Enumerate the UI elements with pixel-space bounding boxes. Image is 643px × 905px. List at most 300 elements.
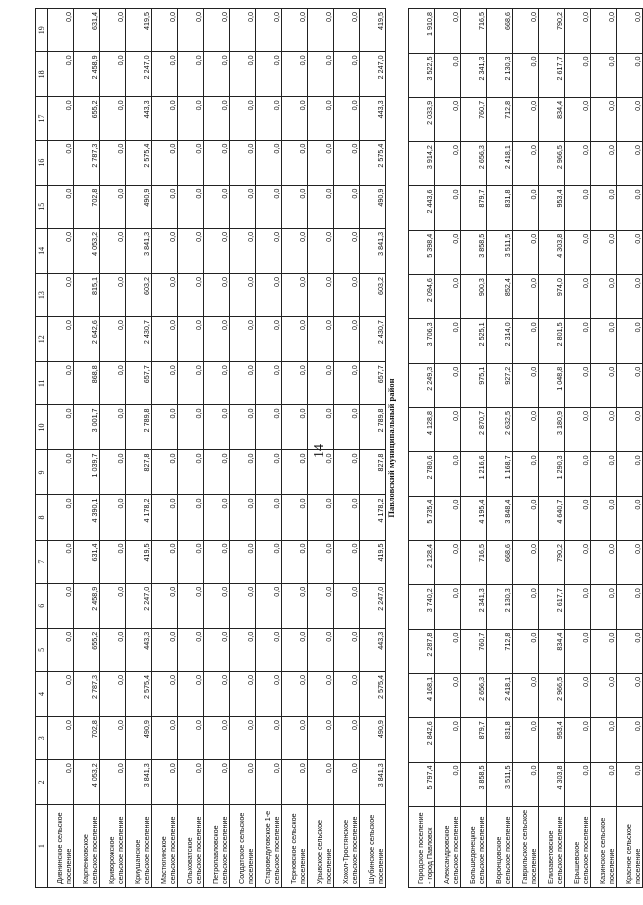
table-row — [591, 9, 617, 888]
value-cell: 2 247,0 — [126, 583, 152, 628]
value-cell: 0,0 — [513, 496, 539, 540]
value-cell: 0,0 — [617, 230, 643, 274]
value-cell: 2 247,0 — [360, 52, 386, 97]
value-cell: 2 247,0 — [360, 583, 386, 628]
value-cell: 0,0 — [100, 672, 126, 717]
value-cell: 0,0 — [617, 629, 643, 673]
settlement-name: Ольховатское сельское поселение — [178, 805, 204, 888]
value-cell: 0,0 — [282, 405, 308, 450]
value-cell: 0,0 — [100, 495, 126, 540]
value-cell: 0,0 — [204, 273, 230, 316]
value-cell: 0,0 — [565, 53, 591, 97]
value-cell: 0,0 — [334, 583, 360, 628]
value-cell: 716,5 — [461, 540, 487, 584]
value-cell: 0,0 — [152, 540, 178, 583]
value-cell: 0,0 — [513, 319, 539, 363]
value-cell: 0,0 — [591, 408, 617, 452]
value-cell: 0,0 — [513, 186, 539, 230]
value-cell: 4 303,8 — [539, 762, 565, 806]
value-cell: 0,0 — [308, 628, 334, 671]
table-row — [487, 9, 513, 888]
value-cell: 0,0 — [591, 9, 617, 54]
column-header: 3 — [36, 717, 48, 760]
value-cell: 0,0 — [334, 405, 360, 450]
value-cell: 0,0 — [48, 185, 74, 228]
value-cell: 0,0 — [152, 273, 178, 316]
value-cell: 0,0 — [100, 97, 126, 140]
column-header: 10 — [36, 405, 48, 450]
table-row — [126, 9, 152, 888]
value-cell: 3 848,4 — [487, 496, 513, 540]
value-cell: 0,0 — [282, 52, 308, 97]
value-cell: 815,1 — [74, 273, 100, 316]
value-cell: 975,1 — [461, 363, 487, 407]
value-cell: 0,0 — [204, 583, 230, 628]
value-cell: 0,0 — [435, 452, 461, 496]
column-header: 17 — [36, 97, 48, 140]
district-title: Павловский муниципальный район — [386, 378, 396, 518]
value-cell: 0,0 — [513, 408, 539, 452]
value-cell: 419,5 — [360, 9, 386, 52]
value-cell: 0,0 — [565, 585, 591, 629]
value-cell: 0,0 — [435, 275, 461, 319]
value-cell: 2 525,1 — [461, 319, 487, 363]
value-cell: 0,0 — [152, 672, 178, 717]
table-row — [152, 9, 178, 888]
value-cell: 0,0 — [282, 140, 308, 185]
value-cell: 0,0 — [178, 273, 204, 316]
value-cell: 0,0 — [152, 9, 178, 52]
column-header: 14 — [36, 228, 48, 273]
value-cell: 0,0 — [308, 273, 334, 316]
value-cell: 0,0 — [178, 760, 204, 805]
value-cell: 0,0 — [435, 496, 461, 540]
value-cell: 443,3 — [360, 628, 386, 671]
value-cell: 0,0 — [48, 228, 74, 273]
settlement-name: Воронцовское сельское поселение — [487, 806, 513, 887]
value-cell: 0,0 — [334, 185, 360, 228]
value-cell: 2 094,6 — [409, 275, 435, 319]
value-cell: 0,0 — [100, 185, 126, 228]
value-cell: 879,7 — [461, 718, 487, 762]
value-cell: 0,0 — [256, 97, 282, 140]
value-cell: 0,0 — [308, 405, 334, 450]
value-cell: 1 168,7 — [487, 452, 513, 496]
value-cell: 0,0 — [308, 228, 334, 273]
value-cell: 0,0 — [308, 9, 334, 52]
value-cell: 0,0 — [591, 673, 617, 717]
rotated-content — [35, 8, 642, 888]
value-cell: 0,0 — [565, 408, 591, 452]
value-cell: 0,0 — [100, 317, 126, 362]
settlement-name: Карпенковское сельское поселение — [74, 805, 100, 888]
value-cell: 2 033,9 — [409, 97, 435, 141]
value-cell: 0,0 — [152, 97, 178, 140]
value-cell: 5 398,4 — [409, 230, 435, 274]
value-cell: 0,0 — [513, 629, 539, 673]
value-cell: 0,0 — [204, 97, 230, 140]
value-cell: 0,0 — [282, 273, 308, 316]
value-cell: 631,4 — [74, 9, 100, 52]
column-header-row — [36, 9, 48, 888]
value-cell: 0,0 — [435, 673, 461, 717]
table-row — [74, 9, 100, 888]
value-cell: 0,0 — [435, 762, 461, 806]
value-cell: 0,0 — [230, 362, 256, 405]
value-cell: 0,0 — [617, 673, 643, 717]
settlement-name: Урывское сельское поселение — [308, 805, 334, 888]
value-cell: 3 511,5 — [487, 230, 513, 274]
value-cell: 631,4 — [74, 540, 100, 583]
value-cell: 0,0 — [513, 673, 539, 717]
value-cell: 0,0 — [565, 718, 591, 762]
value-cell: 603,2 — [360, 273, 386, 316]
value-cell: 2 870,7 — [461, 408, 487, 452]
value-cell: 0,0 — [334, 140, 360, 185]
value-cell: 0,0 — [591, 97, 617, 141]
value-cell: 0,0 — [152, 140, 178, 185]
settlement-name: Криворожское сельское поселение — [100, 805, 126, 888]
value-cell: 0,0 — [282, 628, 308, 671]
value-cell: 0,0 — [152, 628, 178, 671]
value-cell: 0,0 — [513, 9, 539, 54]
value-cell: 655,2 — [74, 97, 100, 140]
value-cell: 702,8 — [74, 185, 100, 228]
value-cell: 0,0 — [230, 140, 256, 185]
value-cell: 0,0 — [178, 228, 204, 273]
value-cell: 0,0 — [256, 273, 282, 316]
value-cell: 0,0 — [48, 362, 74, 405]
value-cell: 0,0 — [178, 185, 204, 228]
value-cell: 3 180,9 — [539, 408, 565, 452]
value-cell: 1 216,6 — [461, 452, 487, 496]
value-cell: 655,2 — [74, 628, 100, 671]
value-cell: 0,0 — [591, 275, 617, 319]
settlements-table-top — [35, 8, 386, 888]
value-cell: 4 053,2 — [74, 228, 100, 273]
value-cell: 0,0 — [48, 317, 74, 362]
value-cell: 0,0 — [48, 717, 74, 760]
value-cell: 0,0 — [152, 228, 178, 273]
value-cell: 4 640,7 — [539, 496, 565, 540]
settlement-name: Криушанское сельское поселение — [126, 805, 152, 888]
value-cell: 0,0 — [256, 317, 282, 362]
value-cell: 3 841,3 — [126, 228, 152, 273]
value-cell: 0,0 — [308, 450, 334, 495]
value-cell: 0,0 — [334, 540, 360, 583]
value-cell: 1 039,7 — [74, 450, 100, 495]
settlement-name: Гаврильское сельское поселение — [513, 806, 539, 887]
value-cell: 0,0 — [308, 540, 334, 583]
value-cell: 0,0 — [435, 408, 461, 452]
value-cell: 0,0 — [282, 185, 308, 228]
value-cell: 3 841,3 — [360, 760, 386, 805]
value-cell: 2 642,6 — [74, 317, 100, 362]
value-cell: 790,2 — [539, 9, 565, 54]
value-cell: 0,0 — [204, 495, 230, 540]
value-cell: 0,0 — [256, 760, 282, 805]
value-cell: 0,0 — [565, 540, 591, 584]
value-cell: 0,0 — [256, 52, 282, 97]
value-cell: 0,0 — [591, 363, 617, 407]
value-cell: 0,0 — [178, 52, 204, 97]
value-cell: 1 048,8 — [539, 363, 565, 407]
value-cell: 0,0 — [435, 9, 461, 54]
value-cell: 0,0 — [308, 52, 334, 97]
value-cell: 0,0 — [513, 275, 539, 319]
value-cell: 0,0 — [591, 762, 617, 806]
value-cell: 0,0 — [48, 583, 74, 628]
settlement-name: Терновское сельское поселение — [282, 805, 308, 888]
value-cell: 0,0 — [308, 717, 334, 760]
value-cell: 0,0 — [230, 317, 256, 362]
value-cell: 657,7 — [126, 362, 152, 405]
value-cell: 0,0 — [565, 97, 591, 141]
value-cell: 603,2 — [126, 273, 152, 316]
value-cell: 0,0 — [48, 450, 74, 495]
value-cell: 2 801,5 — [539, 319, 565, 363]
value-cell: 0,0 — [435, 540, 461, 584]
value-cell: 879,7 — [461, 186, 487, 230]
value-cell: 0,0 — [48, 140, 74, 185]
value-cell: 0,0 — [178, 140, 204, 185]
value-cell: 0,0 — [334, 9, 360, 52]
value-cell: 0,0 — [591, 230, 617, 274]
value-cell: 0,0 — [48, 628, 74, 671]
table-row — [100, 9, 126, 888]
table-row — [435, 9, 461, 888]
value-cell: 443,3 — [126, 628, 152, 671]
value-cell: 0,0 — [178, 717, 204, 760]
value-cell: 443,3 — [360, 97, 386, 140]
column-header: 4 — [36, 672, 48, 717]
value-cell: 0,0 — [256, 9, 282, 52]
value-cell: 0,0 — [230, 405, 256, 450]
value-cell: 0,0 — [256, 583, 282, 628]
value-cell: 0,0 — [100, 362, 126, 405]
value-cell: 4 303,8 — [539, 230, 565, 274]
value-cell: 0,0 — [256, 672, 282, 717]
value-cell: 2 130,3 — [487, 53, 513, 97]
value-cell: 0,0 — [513, 452, 539, 496]
value-cell: 0,0 — [152, 495, 178, 540]
value-cell: 657,7 — [360, 362, 386, 405]
value-cell: 0,0 — [282, 540, 308, 583]
value-cell: 3 740,2 — [409, 585, 435, 629]
value-cell: 0,0 — [282, 672, 308, 717]
value-cell: 3 858,5 — [461, 230, 487, 274]
value-cell: 0,0 — [513, 230, 539, 274]
value-cell: 0,0 — [617, 319, 643, 363]
table-row — [308, 9, 334, 888]
settlement-name: Дивнинское сельское поселение — [48, 805, 74, 888]
value-cell: 0,0 — [565, 142, 591, 186]
value-cell: 668,6 — [487, 9, 513, 54]
value-cell: 3 511,5 — [487, 762, 513, 806]
value-cell: 0,0 — [204, 717, 230, 760]
value-cell: 0,0 — [334, 97, 360, 140]
value-cell: 3 841,3 — [126, 760, 152, 805]
value-cell: 0,0 — [513, 363, 539, 407]
value-cell: 0,0 — [152, 450, 178, 495]
value-cell: 0,0 — [591, 319, 617, 363]
column-header: 5 — [36, 628, 48, 671]
value-cell: 0,0 — [591, 186, 617, 230]
value-cell: 0,0 — [178, 495, 204, 540]
value-cell: 0,0 — [230, 672, 256, 717]
value-cell: 0,0 — [591, 53, 617, 97]
value-cell: 0,0 — [513, 718, 539, 762]
value-cell: 0,0 — [334, 717, 360, 760]
value-cell: 0,0 — [617, 142, 643, 186]
value-cell: 0,0 — [282, 97, 308, 140]
value-cell: 0,0 — [308, 362, 334, 405]
value-cell: 0,0 — [204, 760, 230, 805]
value-cell: 419,5 — [126, 9, 152, 52]
value-cell: 0,0 — [178, 317, 204, 362]
value-cell: 2 656,3 — [461, 142, 487, 186]
value-cell: 868,8 — [74, 362, 100, 405]
value-cell: 2 443,6 — [409, 186, 435, 230]
value-cell: 0,0 — [230, 450, 256, 495]
value-cell: 0,0 — [334, 228, 360, 273]
value-cell: 0,0 — [256, 140, 282, 185]
table-row — [230, 9, 256, 888]
value-cell: 0,0 — [204, 672, 230, 717]
value-cell: 0,0 — [334, 273, 360, 316]
value-cell: 3 914,2 — [409, 142, 435, 186]
value-cell: 0,0 — [435, 718, 461, 762]
value-cell: 0,0 — [100, 140, 126, 185]
table-row — [48, 9, 74, 888]
value-cell: 4 390,1 — [74, 495, 100, 540]
value-cell: 0,0 — [565, 230, 591, 274]
settlement-name: Городское поселение - город Павловск — [409, 806, 435, 887]
value-cell: 900,3 — [461, 275, 487, 319]
value-cell: 0,0 — [204, 140, 230, 185]
column-header: 1 — [36, 805, 48, 888]
value-cell: 0,0 — [308, 760, 334, 805]
value-cell: 953,4 — [539, 186, 565, 230]
settlement-name: Староведуговское 1-е сельское поселение — [256, 805, 282, 888]
value-cell: 0,0 — [591, 142, 617, 186]
value-cell: 1 910,8 — [409, 9, 435, 54]
value-cell: 927,2 — [487, 363, 513, 407]
value-cell: 4 178,2 — [360, 495, 386, 540]
value-cell: 0,0 — [152, 317, 178, 362]
column-header: 18 — [36, 52, 48, 97]
value-cell: 760,7 — [461, 629, 487, 673]
value-cell: 0,0 — [591, 585, 617, 629]
value-cell: 0,0 — [204, 185, 230, 228]
value-cell: 0,0 — [617, 53, 643, 97]
value-cell: 0,0 — [617, 762, 643, 806]
column-header: 19 — [36, 9, 48, 52]
page-number: 14 — [312, 444, 327, 458]
value-cell: 0,0 — [308, 583, 334, 628]
column-header: 7 — [36, 540, 48, 583]
value-cell: 490,9 — [126, 717, 152, 760]
value-cell: 2 656,3 — [461, 673, 487, 717]
value-cell: 2 458,9 — [74, 583, 100, 628]
value-cell: 0,0 — [334, 495, 360, 540]
value-cell: 0,0 — [617, 718, 643, 762]
table-row — [204, 9, 230, 888]
settlement-name: Большедонецкое сельское поселение — [461, 806, 487, 887]
value-cell: 834,4 — [539, 629, 565, 673]
value-cell: 0,0 — [282, 760, 308, 805]
value-cell: 2 575,4 — [126, 140, 152, 185]
value-cell: 2 787,3 — [74, 140, 100, 185]
settlement-name: Хохол-Тростянское сельское поселение — [334, 805, 360, 888]
table-row — [334, 9, 360, 888]
value-cell: 0,0 — [48, 672, 74, 717]
value-cell: 712,8 — [487, 629, 513, 673]
value-cell: 0,0 — [100, 405, 126, 450]
value-cell: 2 341,3 — [461, 585, 487, 629]
value-cell: 0,0 — [513, 762, 539, 806]
value-cell: 0,0 — [435, 53, 461, 97]
value-cell: 2 314,0 — [487, 319, 513, 363]
value-cell: 0,0 — [230, 273, 256, 316]
value-cell: 0,0 — [513, 540, 539, 584]
value-cell: 0,0 — [230, 628, 256, 671]
value-cell: 0,0 — [48, 273, 74, 316]
value-cell: 0,0 — [230, 9, 256, 52]
value-cell: 0,0 — [256, 717, 282, 760]
value-cell: 490,9 — [360, 185, 386, 228]
value-cell: 0,0 — [435, 186, 461, 230]
value-cell: 0,0 — [308, 495, 334, 540]
value-cell: 0,0 — [565, 762, 591, 806]
value-cell: 852,4 — [487, 275, 513, 319]
value-cell: 0,0 — [435, 142, 461, 186]
value-cell: 0,0 — [100, 273, 126, 316]
value-cell: 0,0 — [617, 452, 643, 496]
value-cell: 0,0 — [204, 450, 230, 495]
value-cell: 0,0 — [230, 760, 256, 805]
settlement-name: Казинское сельское поселение — [591, 806, 617, 887]
value-cell: 790,2 — [539, 540, 565, 584]
value-cell: 2 789,8 — [126, 405, 152, 450]
value-cell: 2 789,8 — [360, 405, 386, 450]
settlement-name: Ерышевское сельское поселение — [565, 806, 591, 887]
settlement-name: Мастюгинское сельское поселение — [152, 805, 178, 888]
value-cell: 0,0 — [100, 540, 126, 583]
value-cell: 2 966,5 — [539, 142, 565, 186]
value-cell: 490,9 — [360, 717, 386, 760]
column-header: 16 — [36, 140, 48, 185]
value-cell: 831,8 — [487, 186, 513, 230]
value-cell: 0,0 — [204, 405, 230, 450]
value-cell: 0,0 — [334, 362, 360, 405]
value-cell: 3 522,5 — [409, 53, 435, 97]
value-cell: 834,4 — [539, 97, 565, 141]
value-cell: 760,7 — [461, 97, 487, 141]
value-cell: 712,8 — [487, 97, 513, 141]
value-cell: 2 130,3 — [487, 585, 513, 629]
value-cell: 0,0 — [591, 718, 617, 762]
value-cell: 0,0 — [204, 628, 230, 671]
settlement-name: Александровское сельское поселение — [435, 806, 461, 887]
table-row — [256, 9, 282, 888]
table-row — [409, 9, 435, 888]
column-header: 15 — [36, 185, 48, 228]
value-cell: 0,0 — [256, 540, 282, 583]
value-cell: 0,0 — [282, 317, 308, 362]
column-header: 2 — [36, 760, 48, 805]
value-cell: 0,0 — [565, 275, 591, 319]
